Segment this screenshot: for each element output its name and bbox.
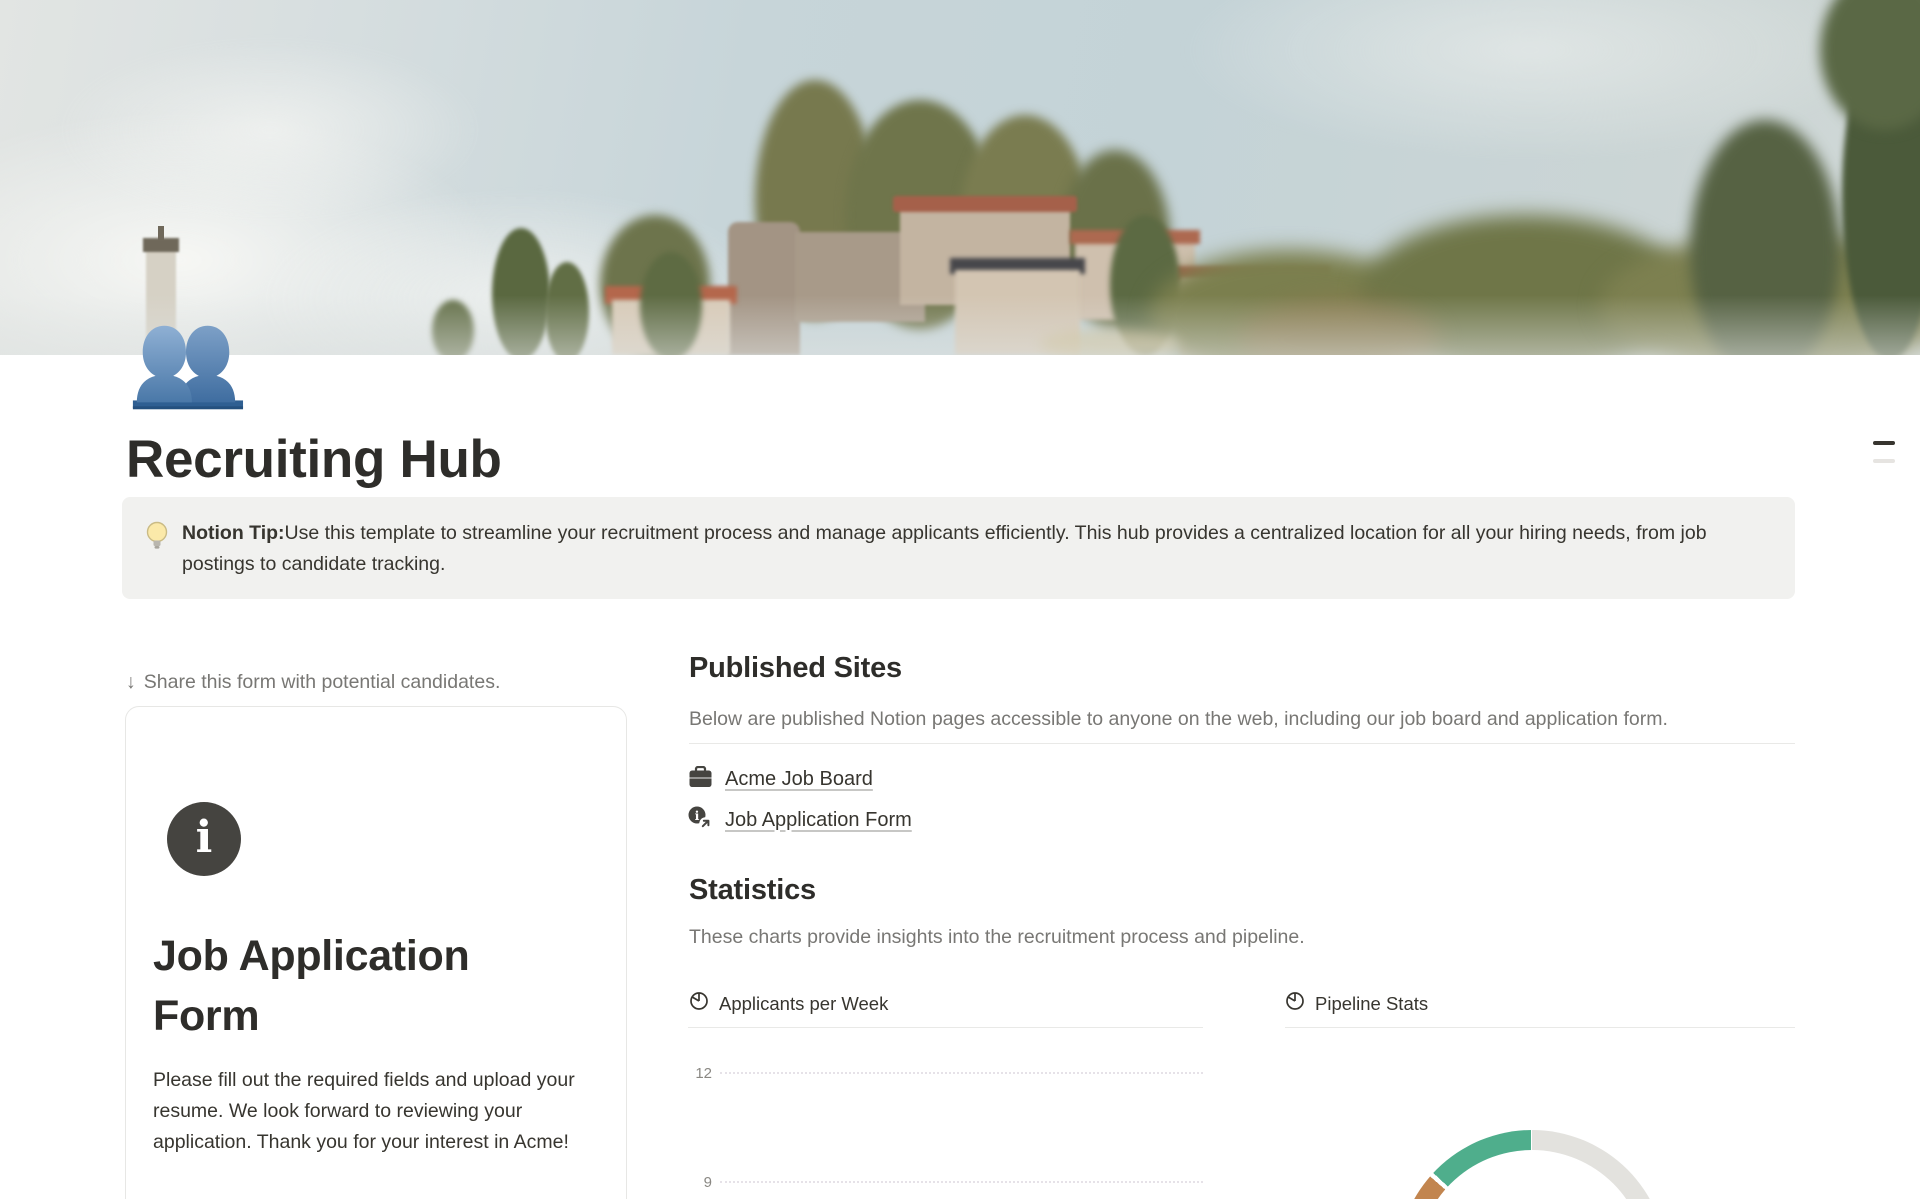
chart-header-applicants-per-week — [689, 991, 888, 1016]
page-title: Recruiting Hub — [126, 430, 502, 489]
svg-text:i: i — [694, 808, 700, 823]
gridline — [720, 1181, 1203, 1183]
link-label[interactable]: Acme Job Board — [725, 767, 873, 790]
chart-header-pipeline-stats — [1285, 991, 1428, 1016]
notion-tip-callout — [122, 497, 1795, 599]
card-title: Job Application Form — [153, 932, 470, 1040]
gridline — [720, 1072, 1203, 1074]
callout-bold: Notion Tip: — [182, 522, 285, 544]
busts-in-silhouette-icon[interactable] — [127, 321, 245, 413]
share-note — [126, 671, 500, 694]
y-axis-tick: 9 — [703, 1174, 712, 1191]
light-bulb-icon — [144, 521, 170, 556]
info-page-arrow-icon — [687, 805, 712, 835]
y-axis-tick: 12 — [695, 1065, 712, 1082]
share-note-text: Share this form with potential candidates. — [143, 671, 501, 693]
info-icon: i — [167, 802, 241, 876]
down-arrow-icon: ↓ — [126, 671, 136, 693]
toc-bar-active — [1873, 441, 1895, 445]
callout-body: Use this template to streamline your recruitment process and manage applicants efficiently. This hub provides a centralized location for all your hiring needs, from job postings to candidate tracking. — [182, 522, 1707, 575]
divider — [689, 743, 1795, 744]
donut-hole — [1417, 1150, 1647, 1199]
job-application-form-card[interactable] — [125, 706, 627, 1199]
cover-image — [0, 0, 1920, 355]
toc-bar — [1873, 459, 1895, 463]
published-sites-description: Below are published Notion pages accessible to anyone on the web, including our job board and application form. — [689, 708, 1668, 730]
pie-chart-icon — [689, 991, 709, 1016]
published-sites-heading: Published Sites — [689, 652, 902, 684]
callout-text — [182, 518, 1757, 580]
link-acme-job-board[interactable] — [689, 765, 873, 793]
statistics-description: These charts provide insights into the recruitment process and pipeline. — [689, 926, 1305, 948]
divider — [688, 1027, 1203, 1028]
toc-indicator[interactable] — [1873, 441, 1895, 463]
link-job-application-form[interactable] — [687, 806, 912, 834]
statistics-heading: Statistics — [689, 874, 816, 906]
card-description: Please fill out the required fields and upload your resume. We look forward to reviewing your application. Thank you for your interest in Acme! — [153, 1069, 575, 1153]
briefcase-icon — [689, 766, 712, 793]
link-label[interactable]: Job Application Form — [725, 808, 912, 831]
divider — [1285, 1027, 1795, 1028]
chart-title: Applicants per Week — [719, 992, 889, 1014]
chart-title: Pipeline Stats — [1315, 992, 1429, 1014]
pie-chart-icon — [1285, 991, 1305, 1016]
pipeline-donut-chart — [1397, 1130, 1667, 1199]
